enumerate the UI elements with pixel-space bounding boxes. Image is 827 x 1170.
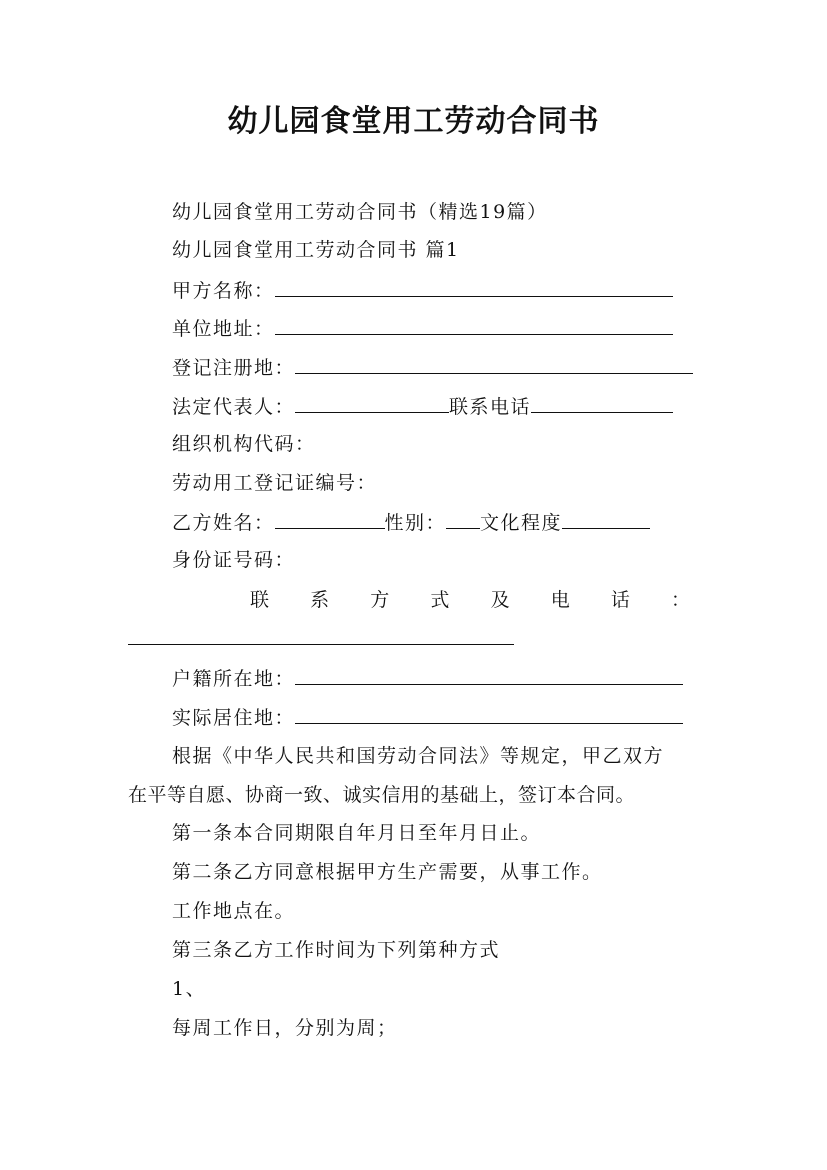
section-heading: 幼儿园食堂用工劳动合同书 篇1	[172, 239, 460, 261]
weekly-schedule: 每周工作日，分别为周；	[172, 1017, 398, 1039]
party-a-legal-rep-label: 法定代表人：	[172, 396, 296, 418]
contact-char: 系	[310, 589, 330, 611]
party-b-name-blank	[275, 510, 385, 529]
party-b-gender-label: 性别：	[384, 512, 447, 534]
party-a-legal-rep-row	[172, 394, 673, 419]
article-2: 第二条乙方同意根据甲方生产需要，从事工作。	[172, 861, 603, 883]
party-b-education-blank	[562, 510, 650, 529]
party-a-labor-cert-row	[172, 471, 377, 495]
basis-paragraph-line2: 在平等自愿、协商一致、诚实信用的基础上，签订本合同。	[128, 784, 636, 806]
item-1: 1、	[172, 978, 207, 1000]
party-b-residence-row	[172, 705, 683, 730]
party-a-labor-cert-label: 劳动用工登记证编号：	[172, 472, 378, 494]
article-1: 第一条本合同期限自年月日至年月日止。	[172, 822, 542, 844]
contact-char: 话	[610, 589, 630, 611]
party-b-contact-label	[250, 588, 690, 612]
party-b-household-row	[172, 666, 683, 691]
party-b-contact-row	[128, 626, 514, 651]
party-b-household-label: 户籍所在地：	[172, 668, 296, 690]
party-a-name-label: 甲方名称：	[172, 280, 275, 302]
party-b-residence-blank	[295, 705, 683, 724]
party-a-contact-phone-blank	[531, 394, 673, 413]
party-b-gender-blank	[446, 510, 480, 529]
party-b-education-label: 文化程度	[480, 512, 563, 534]
party-b-id-row	[172, 548, 295, 572]
party-a-address-label: 单位地址：	[172, 318, 275, 340]
party-b-household-blank	[295, 666, 683, 685]
contact-char: 联	[250, 589, 270, 611]
work-location: 工作地点在。	[172, 900, 296, 922]
party-b-name-row	[172, 510, 650, 535]
document-title: 幼儿园食堂用工劳动合同书	[227, 104, 600, 139]
party-b-residence-label: 实际居住地：	[172, 707, 296, 729]
party-a-name-blank	[275, 278, 673, 297]
party-a-registration-label: 登记注册地：	[172, 357, 296, 379]
party-a-org-code-label: 组织机构代码：	[172, 433, 316, 455]
contact-char: 式	[430, 589, 450, 611]
basis-paragraph-line1: 根据《中华人民共和国劳动合同法》等规定，甲乙双方	[172, 745, 665, 767]
contact-char: 及	[490, 589, 510, 611]
contact-char: ：	[670, 589, 690, 611]
party-b-contact-blank	[128, 626, 514, 645]
party-a-registration-blank	[295, 355, 693, 374]
party-a-contact-phone-label: 联系电话	[449, 396, 532, 418]
party-a-legal-rep-blank	[295, 394, 449, 413]
contact-char: 方	[370, 589, 390, 611]
party-b-id-label: 身份证号码：	[172, 549, 296, 571]
party-a-name-row	[172, 278, 673, 303]
party-b-name-label: 乙方姓名：	[172, 512, 275, 534]
party-a-address-blank	[275, 316, 673, 335]
document-subtitle: 幼儿园食堂用工劳动合同书（精选19篇）	[172, 201, 548, 223]
article-3: 第三条乙方工作时间为下列第种方式	[172, 939, 501, 961]
contact-char: 电	[550, 589, 570, 611]
party-a-org-code-row	[172, 432, 316, 456]
party-a-address-row	[172, 316, 673, 341]
party-a-registration-row	[172, 355, 693, 380]
